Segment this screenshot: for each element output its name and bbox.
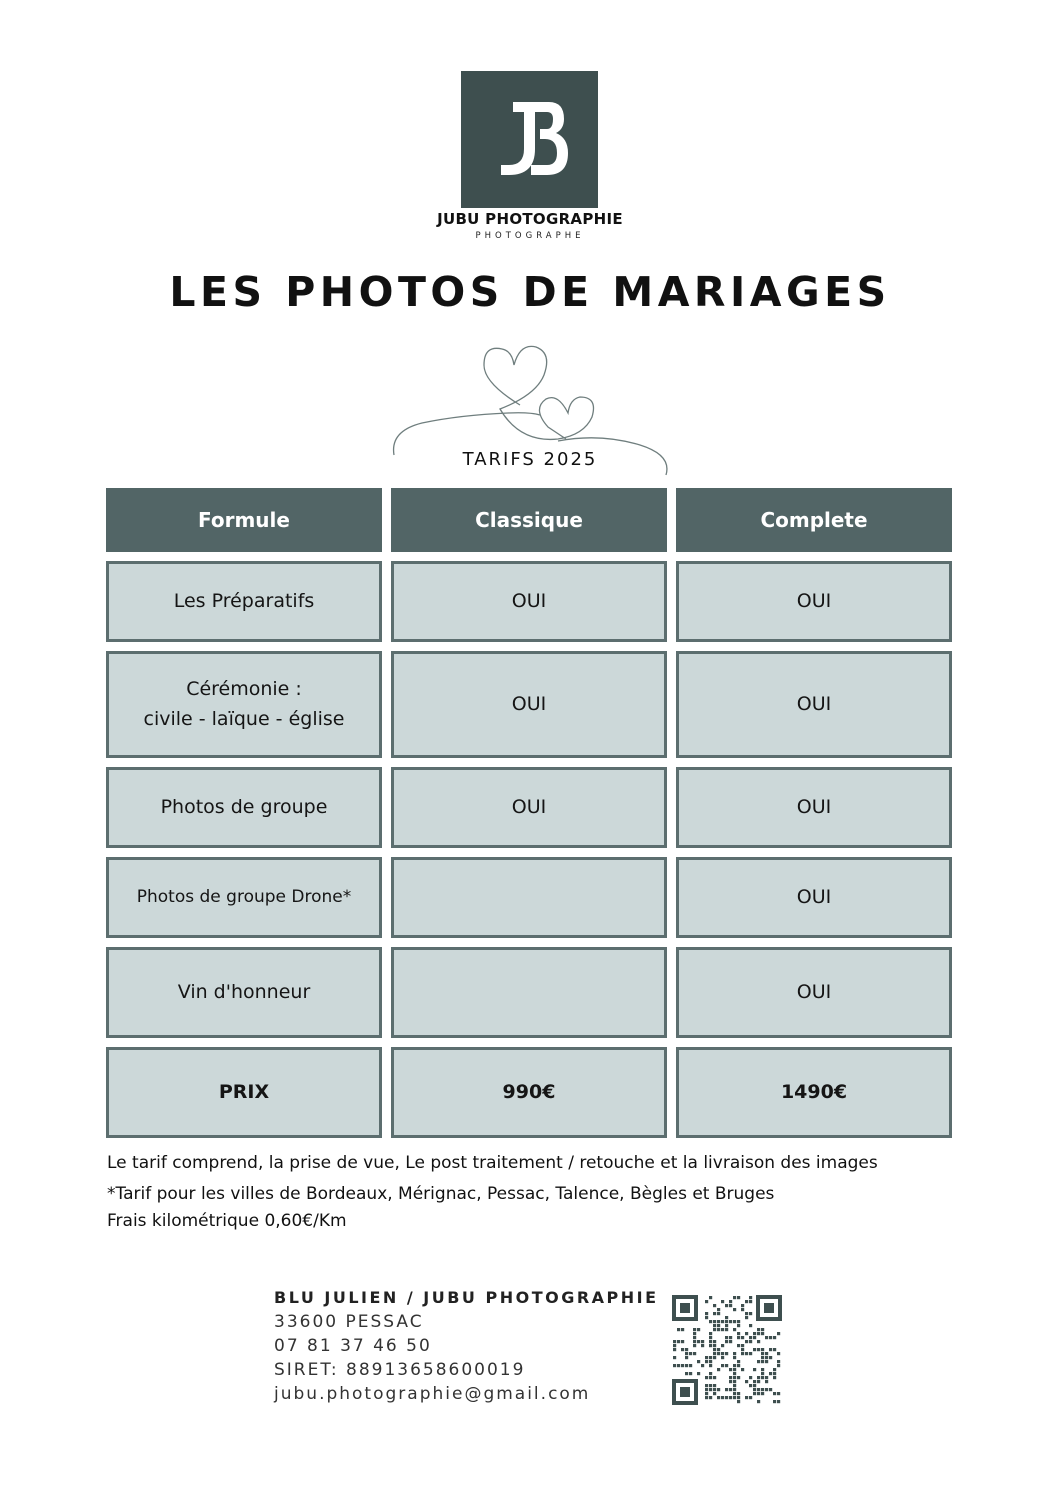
note-frais-km: Frais kilométrique 0,60€/Km bbox=[107, 1211, 347, 1231]
row-ceremonie-formule bbox=[106, 651, 382, 758]
row-drone-complete: OUI bbox=[676, 857, 952, 938]
contact-city: 33600 PESSAC bbox=[274, 1312, 424, 1332]
jb-monogram-icon bbox=[461, 71, 598, 208]
tarifs-subtitle: TARIFS 2025 bbox=[462, 449, 598, 470]
row-preparatifs-classique: OUI bbox=[391, 561, 667, 642]
header-classique: Classique bbox=[391, 488, 667, 552]
row-vin-complete: OUI bbox=[676, 947, 952, 1038]
note-tarif-comprend: Le tarif comprend, la prise de vue, Le post traitement / retouche et la livraison des images bbox=[107, 1153, 878, 1173]
contact-email: jubu.photographie@gmail.com bbox=[274, 1384, 591, 1404]
row-ceremonie-classique: OUI bbox=[391, 651, 667, 758]
contact-siret: SIRET: 88913658600019 bbox=[274, 1360, 526, 1380]
brand-subtitle: PHOTOGRAPHE bbox=[475, 231, 585, 241]
row-groupe-complete: OUI bbox=[676, 767, 952, 848]
brand-name: JUBU PHOTOGRAPHIE bbox=[437, 210, 623, 228]
ceremonie-line2: civile - laïque - église bbox=[143, 707, 345, 730]
header-formule: Formule bbox=[106, 488, 382, 552]
row-prix-formule: PRIX bbox=[106, 1047, 382, 1138]
row-prix-classique: 990€ bbox=[391, 1047, 667, 1138]
logo bbox=[461, 71, 598, 208]
row-ceremonie-complete: OUI bbox=[676, 651, 952, 758]
row-prix-complete: 1490€ bbox=[676, 1047, 952, 1138]
header-complete: Complete bbox=[676, 488, 952, 552]
row-preparatifs-formule: Les Préparatifs bbox=[106, 561, 382, 642]
row-drone-formule: Photos de groupe Drone* bbox=[106, 857, 382, 938]
row-drone-classique bbox=[391, 857, 667, 938]
note-villes: *Tarif pour les villes de Bordeaux, Mérignac, Pessac, Talence, Bègles et Bruges bbox=[107, 1184, 775, 1204]
row-preparatifs-complete: OUI bbox=[676, 561, 952, 642]
row-vin-formule: Vin d'honneur bbox=[106, 947, 382, 1038]
contact-name: BLU JULIEN / JUBU PHOTOGRAPHIE bbox=[274, 1288, 659, 1307]
row-vin-classique bbox=[391, 947, 667, 1038]
page-title: LES PHOTOS DE MARIAGES bbox=[169, 268, 891, 316]
row-groupe-formule: Photos de groupe bbox=[106, 767, 382, 848]
contact-phone: 07 81 37 46 50 bbox=[274, 1336, 432, 1356]
row-groupe-classique: OUI bbox=[391, 767, 667, 848]
qr-code-icon[interactable] bbox=[672, 1295, 782, 1405]
ceremonie-line1: Cérémonie : bbox=[186, 678, 302, 701]
